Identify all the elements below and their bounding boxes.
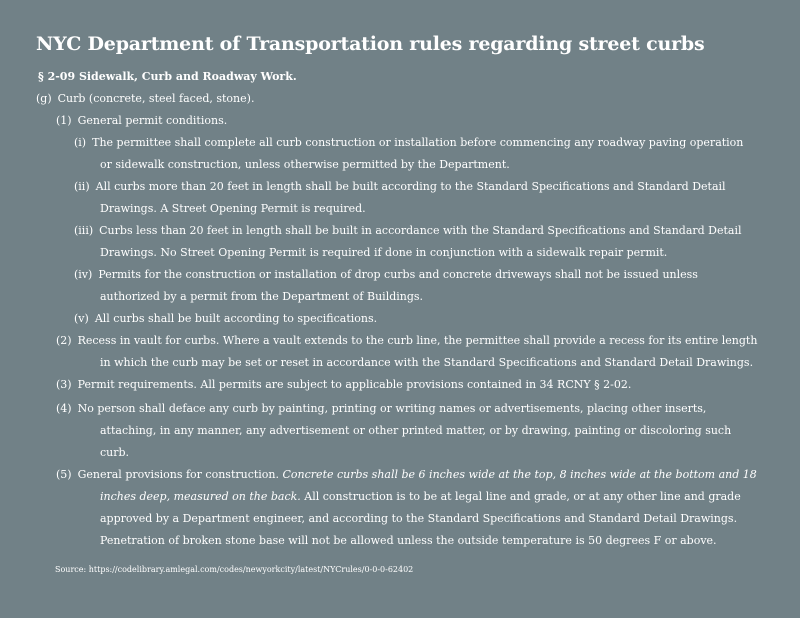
clause-4-text-1: No person shall deface any curb by painting, printing or writing names or advertisements, placing other inserts, [77, 402, 707, 415]
clause-3-number: (3) [56, 378, 72, 391]
clause-i-line-1 [74, 132, 743, 154]
clause-1 [56, 110, 227, 132]
clause-5-italic-1: Concrete curbs shall be 6 inches wide at the top, 8 inches wide at the bottom and 18 [282, 468, 757, 481]
clause-v-text: All curbs shall be built according to specifications. [94, 312, 378, 325]
clause-ii-line-2: Drawings. A Street Opening Permit is required. [100, 202, 366, 215]
clause-iii-text-1: Curbs less than 20 feet in length shall be built in accordance with the Standard Specifications and Standard Detail [99, 224, 742, 237]
source-note [55, 565, 413, 574]
clause-v-number: (v) [74, 312, 89, 325]
clause-iv-number: (iv) [74, 268, 93, 281]
clause-ii-number: (ii) [74, 180, 90, 193]
clause-iii-number: (iii) [74, 224, 94, 237]
clause-i-line-2: or sidewalk construction, unless otherwise permitted by the Department. [100, 158, 510, 171]
clause-g [36, 88, 254, 110]
clause-5-number: (5) [56, 468, 72, 481]
clause-iv-line-1 [74, 264, 698, 286]
clause-4-line-1 [56, 398, 706, 420]
clause-5-lead: General provisions for construction. [77, 468, 280, 481]
clause-4-line-2: attaching, in any manner, any advertisement or other printed matter, or by drawing, painting or discoloring such [100, 424, 732, 437]
clause-4-number: (4) [56, 402, 72, 415]
clause-3-text: Permit requirements. All permits are subject to applicable provisions contained in 34 RCNY § 2-02. [77, 378, 632, 391]
clause-5-line-3: approved by a Department engineer, and according to the Standard Specifications and Standard Detail Drawings. [100, 512, 738, 525]
clause-2-line-1 [56, 330, 757, 352]
clause-5-line-4: Penetration of broken stone base will not be allowed unless the outside temperature is 50 degrees F or above. [100, 534, 717, 547]
clause-v [74, 308, 377, 330]
clause-ii-text-1: All curbs more than 20 feet in length shall be built according to the Standard Specifications and Standard Detail [95, 180, 726, 193]
clause-iv-line-2: authorized by a permit from the Department of Buildings. [100, 290, 424, 303]
clause-1-number: (1) [56, 114, 72, 127]
clause-5-line-2 [100, 486, 741, 508]
page-title: NYC Department of Transportation rules regarding street curbs [36, 33, 705, 55]
clause-2-text-1: Recess in vault for curbs. Where a vault extends to the curb line, the permittee shall provide a recess for its entire length [77, 334, 758, 347]
clause-iii-line-2: Drawings. No Street Opening Permit is required if done in conjunction with a sidewalk repair permit. [100, 246, 668, 259]
clause-5-italic-2: inches deep, measured on the back. [100, 490, 301, 503]
source-url[interactable]: https://codelibrary.amlegal.com/codes/newyorkcity/latest/NYCrules/0-0-0-62402 [88, 565, 414, 574]
source-label: Source: [55, 565, 87, 574]
section-heading: § 2-09 Sidewalk, Curb and Roadway Work. [38, 70, 297, 83]
clause-i-number: (i) [74, 136, 87, 149]
clause-g-text: Curb (concrete, steel faced, stone). [57, 92, 255, 105]
clause-iii-line-1 [74, 220, 742, 242]
clause-2-number: (2) [56, 334, 72, 347]
clause-5-rest-2: All construction is to be at legal line and grade, or at any other line and grade [304, 490, 741, 503]
clause-4-line-3: curb. [100, 446, 130, 459]
clause-5-line-1 [56, 464, 757, 486]
clause-1-text: General permit conditions. [77, 114, 228, 127]
clause-g-number: (g) [36, 92, 52, 105]
clause-iv-text-1: Permits for the construction or installation of drop curbs and concrete driveways shall not be issued unless [98, 268, 698, 281]
clause-3 [56, 374, 631, 396]
clause-2-line-2: in which the curb may be set or reset in accordance with the Standard Specifications and Standard Detail Drawings. [100, 356, 754, 369]
clause-ii-line-1 [74, 176, 726, 198]
clause-i-text-1: The permittee shall complete all curb construction or installation before commencing any roadway paving operation [92, 136, 744, 149]
